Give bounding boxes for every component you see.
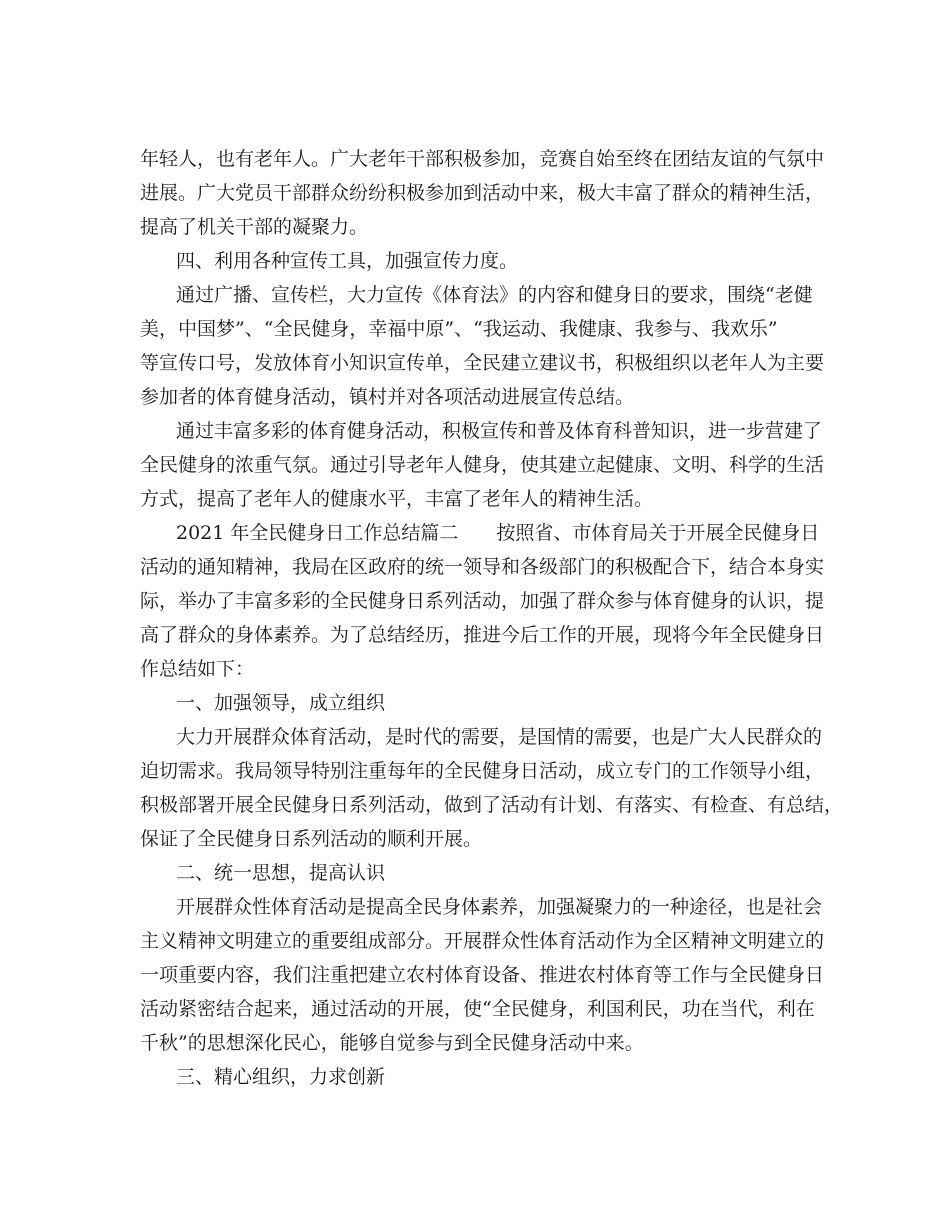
text-line: 活动的通知精神，我局在区政府的统一领导和各级部门的积极配合下，结合本身实 [140,556,825,578]
text-line: 高了群众的身体素养。为了总结经历，推进今后工作的开展，现将今年全民健身日 [140,624,825,646]
text-line: 四、利用各种宣传工具，加强宣传力度。 [176,250,519,272]
text-line: 作总结如下： [140,658,255,680]
text-line: 参加者的体育健身活动，镇村并对各项活动进展宣传总结。 [140,386,635,408]
text-line: 大力开展群众体育活动，是时代的需要，是国情的需要，也是广大人民群众的 [176,726,823,748]
text-line: 主义精神文明建立的重要组成部分。开展群众性体育活动作为全区精神文明建立的 [140,930,825,952]
text-line: 保证了全民健身日系列活动的顺利开展。 [140,828,483,850]
text-line: 三、精心组织，力求创新 [176,1066,386,1088]
text-line: 进展。广大党员干部群众纷纷积极参加到活动中来，极大丰富了群众的精神生活， [140,182,825,204]
text-line: 一项重要内容，我们注重把建立农村体育设备、推进农村体育等工作与全民健身日 [140,964,825,986]
text-line: 提高了机关干部的凝聚力。 [140,216,369,238]
text-line: 年轻人，也有老年人。广大老年干部积极参加，竞赛自始至终在团结友谊的气氛中 [140,148,825,170]
text-line: 通过丰富多彩的体育健身活动，积极宣传和普及体育科普知识，进一步营建了 [176,420,823,442]
text-line: 等宣传口号，发放体育小知识宣传单，全民建立建议书，积极组织以老年人为主要 [140,352,825,374]
text-line: 积极部署开展全民健身日系列活动，做到了活动有计划、有落实、有检查、有总结， [140,794,844,816]
text-line: 2021 年全民健身日工作总结篇二 按照省、市体育局关于开展全民健身日 [176,522,820,544]
text-line: 美，中国梦”、“全民健身，幸福中原”、“我运动、我健康、我参与、我欢乐” [140,318,778,340]
text-line: 通过广播、宣传栏，大力宣传《体育法》的内容和健身日的要求，围绕“老健 [176,284,813,306]
text-line: 开展群众性体育活动是提高全民身体素养，加强凝聚力的一种途径，也是社会 [176,896,823,918]
text-line: 二、统一思想，提高认识 [176,862,386,884]
text-line: 一、加强领导，成立组织 [176,692,386,714]
text-line: 千秋”的思想深化民心，能够自觉参与到全民健身活动中来。 [140,1032,644,1054]
text-line: 迫切需求。我局领导特别注重每年的全民健身日活动，成立专门的工作领导小组， [140,760,825,782]
text-line: 方式，提高了老年人的健康水平，丰富了老年人的精神生活。 [140,488,654,510]
text-line: 际，举办了丰富多彩的全民健身日系列活动，加强了群众参与体育健身的认识，提 [140,590,825,612]
text-line: 全民健身的浓重气氛。通过引导老年人健身，使其建立起健康、文明、科学的生活 [140,454,825,476]
text-line: 活动紧密结合起来，通过活动的开展，使“全民健身，利国利民，功在当代，利在 [140,998,815,1020]
document-body [140,142,844,1094]
